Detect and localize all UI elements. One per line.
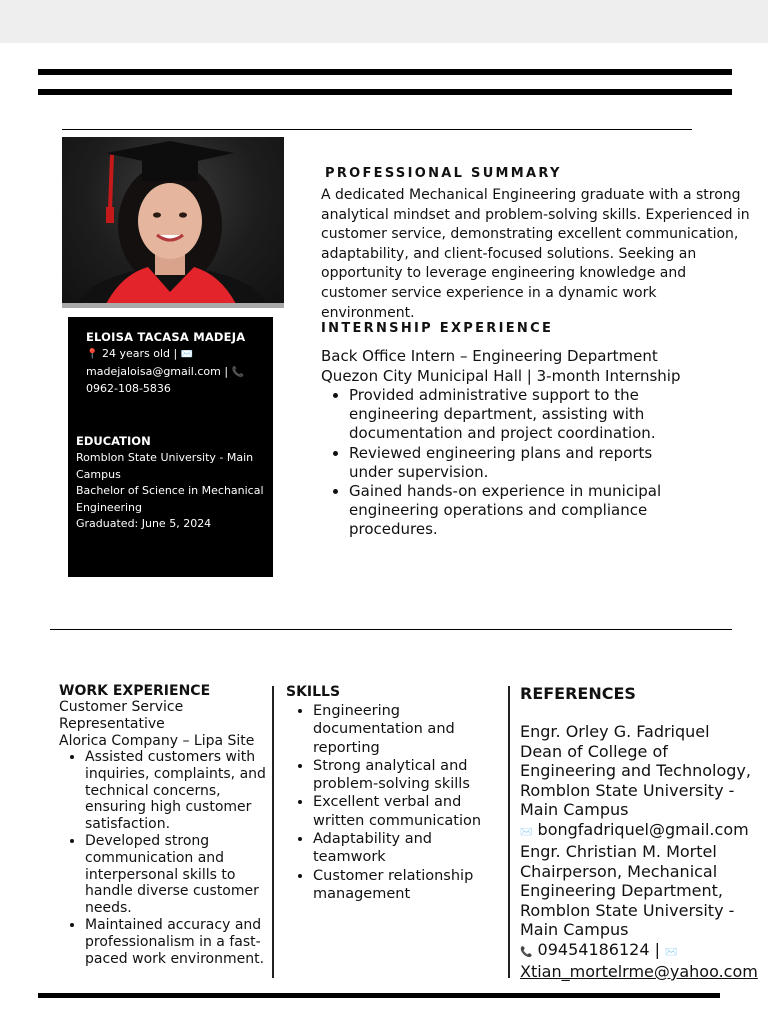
- reference-2-name: Engr. Christian M. Mortel: [520, 842, 717, 861]
- internship-role: [321, 347, 751, 386]
- phone-text: 0962-108-5836: [86, 382, 171, 395]
- list-item: • Reviewed engineering plans and reports under supervision.: [349, 444, 679, 482]
- email-text[interactable]: madejaloisa@gmail.com |: [86, 364, 229, 378]
- internship-title: Back Office Intern – Engineering Department: [321, 347, 658, 365]
- divider-middle: [50, 629, 732, 630]
- reference-1-position: Dean of College of Engineering and Technology, Romblon State University - Main Campus: [520, 741, 751, 819]
- reference-1-contact: [520, 820, 760, 843]
- reference-1-name: Engr. Orley G. Fadriquel: [520, 722, 710, 741]
- header-rule-top: [38, 69, 732, 75]
- list-item: • Excellent verbal and written communication: [313, 793, 503, 830]
- education-graduated: Graduated: June 5, 2024: [76, 517, 212, 530]
- list-item: • Assisted customers with inquiries, complaints, and technical concerns, ensuring high customer satisfaction.: [85, 749, 267, 833]
- summary-text: A dedicated Mechanical Engineering graduate with a strong analytical mindset and problem-solving skills. Experienced in customer service, demonstrating excellent communication, adaptability, and client-focused solutions. Seeking an opportunity to leverage engineering knowledge and customer service experience in a dynamic work environment.: [321, 187, 750, 321]
- education-degree: Bachelor of Science in Mechanical Engineering: [76, 484, 264, 514]
- applicant-name: ELOISA TACASA MADEJA: [86, 330, 246, 344]
- education-heading: EDUCATION: [76, 434, 151, 448]
- top-bar: [0, 0, 768, 43]
- list-item: • Developed strong communication and interpersonal skills to handle diverse customer needs.: [85, 833, 267, 917]
- internship-bullets: [349, 386, 679, 540]
- list-item: • Adaptability and teamwork: [313, 830, 503, 867]
- list-item: • Maintained accuracy and professionalism in a fast-paced work environment.: [85, 917, 267, 967]
- references-list: [520, 722, 760, 982]
- profile-photo: [62, 137, 284, 308]
- pin-icon: 📍: [86, 349, 99, 360]
- references-heading: REFERENCES: [520, 684, 636, 703]
- footer-rule: [38, 993, 720, 998]
- work-role: [59, 699, 269, 749]
- list-item: • Provided administrative support to the engineering department, assisting with documentation and project coordination.: [349, 386, 679, 444]
- internship-place: Quezon City Municipal Hall | 3-month Internship: [321, 366, 681, 385]
- reference-2-phone: 09454186124 |: [537, 939, 660, 959]
- column-divider-1: [272, 686, 274, 978]
- phone-icon: 📞: [520, 946, 533, 958]
- header-rule-bottom: [38, 89, 732, 95]
- list-item: • Strong analytical and problem-solving skills: [313, 757, 503, 794]
- age-text: 24 years old |: [101, 347, 178, 360]
- list-item: • Gained hands-on experience in municipal engineering operations and compliance procedures.: [349, 482, 679, 540]
- graduate-portrait-icon: [62, 137, 284, 308]
- envelope-icon: ✉️: [180, 349, 194, 360]
- reference-1-email[interactable]: bongfadriquel@gmail.com: [537, 819, 749, 839]
- contact-panel: [68, 317, 273, 577]
- column-divider-2: [508, 686, 510, 978]
- list-item: • Customer relationship management: [313, 867, 503, 904]
- divider-upper: [62, 129, 692, 130]
- work-heading: WORK EXPERIENCE: [59, 683, 211, 699]
- reference-2-position: Chairperson, Mechanical Engineering Department, Romblon State University - Main Campus: [520, 861, 735, 939]
- envelope-icon: ✉️: [520, 826, 533, 838]
- internship-heading: INTERNSHIP EXPERIENCE: [321, 321, 554, 336]
- skills-bullets: [313, 702, 503, 903]
- skills-heading: SKILLS: [286, 684, 341, 700]
- list-item: • Engineering documentation and reporting: [313, 702, 503, 757]
- work-bullets: [85, 749, 267, 967]
- education-details: [76, 450, 276, 533]
- work-company: Alorica Company – Lipa Site: [59, 732, 255, 749]
- summary-heading: PROFESSIONAL SUMMARY: [325, 166, 562, 181]
- education-school: Romblon State University - Main Campus: [76, 451, 254, 481]
- work-title: Customer Service Representative: [59, 699, 184, 732]
- phone-icon: 📞: [231, 366, 245, 378]
- reference-2-email[interactable]: Xtian_mortelrme@yahoo.com: [520, 962, 758, 981]
- contact-info: [86, 346, 271, 398]
- reference-2-contact: [520, 940, 760, 963]
- envelope-icon: ✉️: [665, 946, 678, 958]
